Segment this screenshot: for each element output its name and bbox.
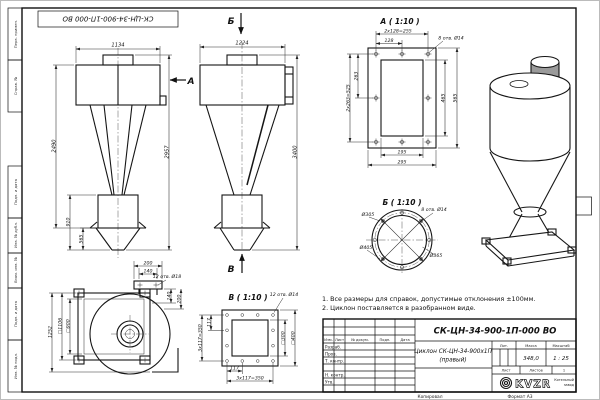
margin-label-podp-data-2: Подп. и дата <box>13 301 18 327</box>
flange-v-dim-chain-h: 3х117=350 <box>236 376 264 382</box>
dim-front-height-total: 2957 <box>164 145 171 159</box>
top-dim-side-2: 200 <box>177 294 183 304</box>
flange-a-dim-step-h: 128 <box>384 38 394 44</box>
top-dim-total: 1252 <box>48 326 54 338</box>
top-dim-duct-outer: 200 <box>143 261 153 267</box>
section-label-v-bottom: В <box>227 265 235 275</box>
margin-label-inv-dubl: Инв. № дубл. <box>13 222 18 248</box>
flange-a-dim-inner-w: 195 <box>397 150 407 156</box>
tb-row-razrab: Разраб. <box>325 344 342 350</box>
flange-b-title: Б ( 1:10 ) <box>382 198 422 207</box>
flange-a-title: А ( 1:10 ) <box>380 17 420 26</box>
tb-sheets-value: 1 <box>562 368 566 373</box>
note-line-1: 1. Все размеры для справок, допустимые отклонения ±100мм. <box>322 295 536 303</box>
margin-label-inv-podl: Инв. № подл. <box>13 352 18 380</box>
tb-designation: СК-ЦН-34-900-1П-000 ВО <box>433 326 557 337</box>
flange-a-holes-note: 8 отв. Ø14 <box>438 36 464 42</box>
flange-a-dim-outer-h: 565 <box>453 93 459 103</box>
flange-v-dim-chain-v: 3х117=350 <box>198 324 204 352</box>
flange-b-dim-outer: Ø405 <box>359 246 373 251</box>
flange-b-holes-note: 8 отв. Ø14 <box>421 208 447 213</box>
dim-front-hopper: 910 <box>66 217 72 227</box>
flange-a-dim-step-v: 263 <box>354 71 360 81</box>
flange-a-dim-inner-h: 465 <box>441 93 447 103</box>
top-dim-duct-inner: 140 <box>143 269 153 275</box>
tb-col-podp: Подп. <box>379 338 391 342</box>
flange-b-dim-bolt-circle: Ø365 <box>429 254 443 259</box>
dim-side-height: 3400 <box>292 145 299 159</box>
tb-row-n-kontr: Н. контр. <box>325 372 345 378</box>
tb-row-prov: Пров. <box>325 351 337 357</box>
tb-mass-value: 348,0 <box>523 356 539 362</box>
note-line-2: 2. Циклон поставляется в разобранном виде. <box>322 304 476 312</box>
tb-name-line2: (правый) <box>439 357 467 364</box>
tb-header-mass: Масса <box>525 344 537 348</box>
footer-copied-by: Копировал <box>417 395 443 400</box>
tb-scale-value: 1 : 25 <box>553 356 569 362</box>
flange-v-holes-note: 12 отв. Ø14 <box>269 293 299 298</box>
tb-col-doc-no: № докум. <box>351 338 369 342</box>
top-dim-plate: □1106 <box>58 317 64 335</box>
margin-label-podp-data-1: Подп. и дата <box>13 179 18 205</box>
flange-v-dim-step-h: 117 <box>230 366 239 372</box>
flange-a-dim-outer-w: 295 <box>397 160 407 166</box>
margin-label-perv-primen: Перв. примен. <box>13 19 18 49</box>
tb-header-sheet: Лист <box>501 368 511 373</box>
doc-number-stamp-text: СК-ЦН-34-900-1П-000 ВО <box>62 14 154 23</box>
top-dim-inner-square: □900 <box>66 319 72 333</box>
tb-col-izm: Изм. <box>324 338 333 342</box>
tb-header-lit: Лит. <box>499 344 509 348</box>
footer-format: Формат А3 <box>507 395 533 400</box>
dim-front-height-body: 2490 <box>51 139 58 153</box>
top-dim-side-1: 140 <box>167 291 173 301</box>
top-holes-note: 12 отв. Ø18 <box>152 275 182 280</box>
flange-v-dim-outer: □400 <box>291 331 297 345</box>
section-label-a: А <box>187 77 195 87</box>
margin-label-sprav-no: Справ. № <box>13 76 18 96</box>
tb-row-utv: Утв. <box>325 379 334 385</box>
tb-header-sheets: Листов <box>529 368 543 373</box>
logo-caption-line1: Котельный <box>554 378 574 382</box>
flange-v-dim-inner: □300 <box>281 331 287 345</box>
flange-v-dim-step-v: 117 <box>207 318 213 327</box>
logo-caption-line2: завод <box>563 383 574 387</box>
tb-row-t-kontr: Т. контр. <box>325 358 345 364</box>
margin-label-vzam-inv: Взам. инв. № <box>13 257 18 283</box>
flange-v-title: В ( 1:10 ) <box>228 293 268 302</box>
tb-col-list: Лист <box>334 338 345 342</box>
tb-col-data: Дата <box>400 338 410 342</box>
dim-side-width: 1224 <box>235 40 249 47</box>
flange-a-dim-chain-v: 2х263=525 <box>346 84 352 112</box>
logo-brand-text: KVZR <box>515 378 551 391</box>
tb-name-line1: Циклон СК-ЦН-34-900х1П <box>414 349 492 355</box>
tb-header-scale: Масштаб <box>552 344 570 348</box>
dim-front-width: 1134 <box>111 42 125 49</box>
section-label-b-top: Б <box>227 17 235 27</box>
flange-a-dim-chain-h: 2х128=255 <box>384 29 412 35</box>
flange-b-dim-inner: Ø305 <box>361 213 375 218</box>
dim-front-hopper-cone: 565 <box>79 234 85 244</box>
